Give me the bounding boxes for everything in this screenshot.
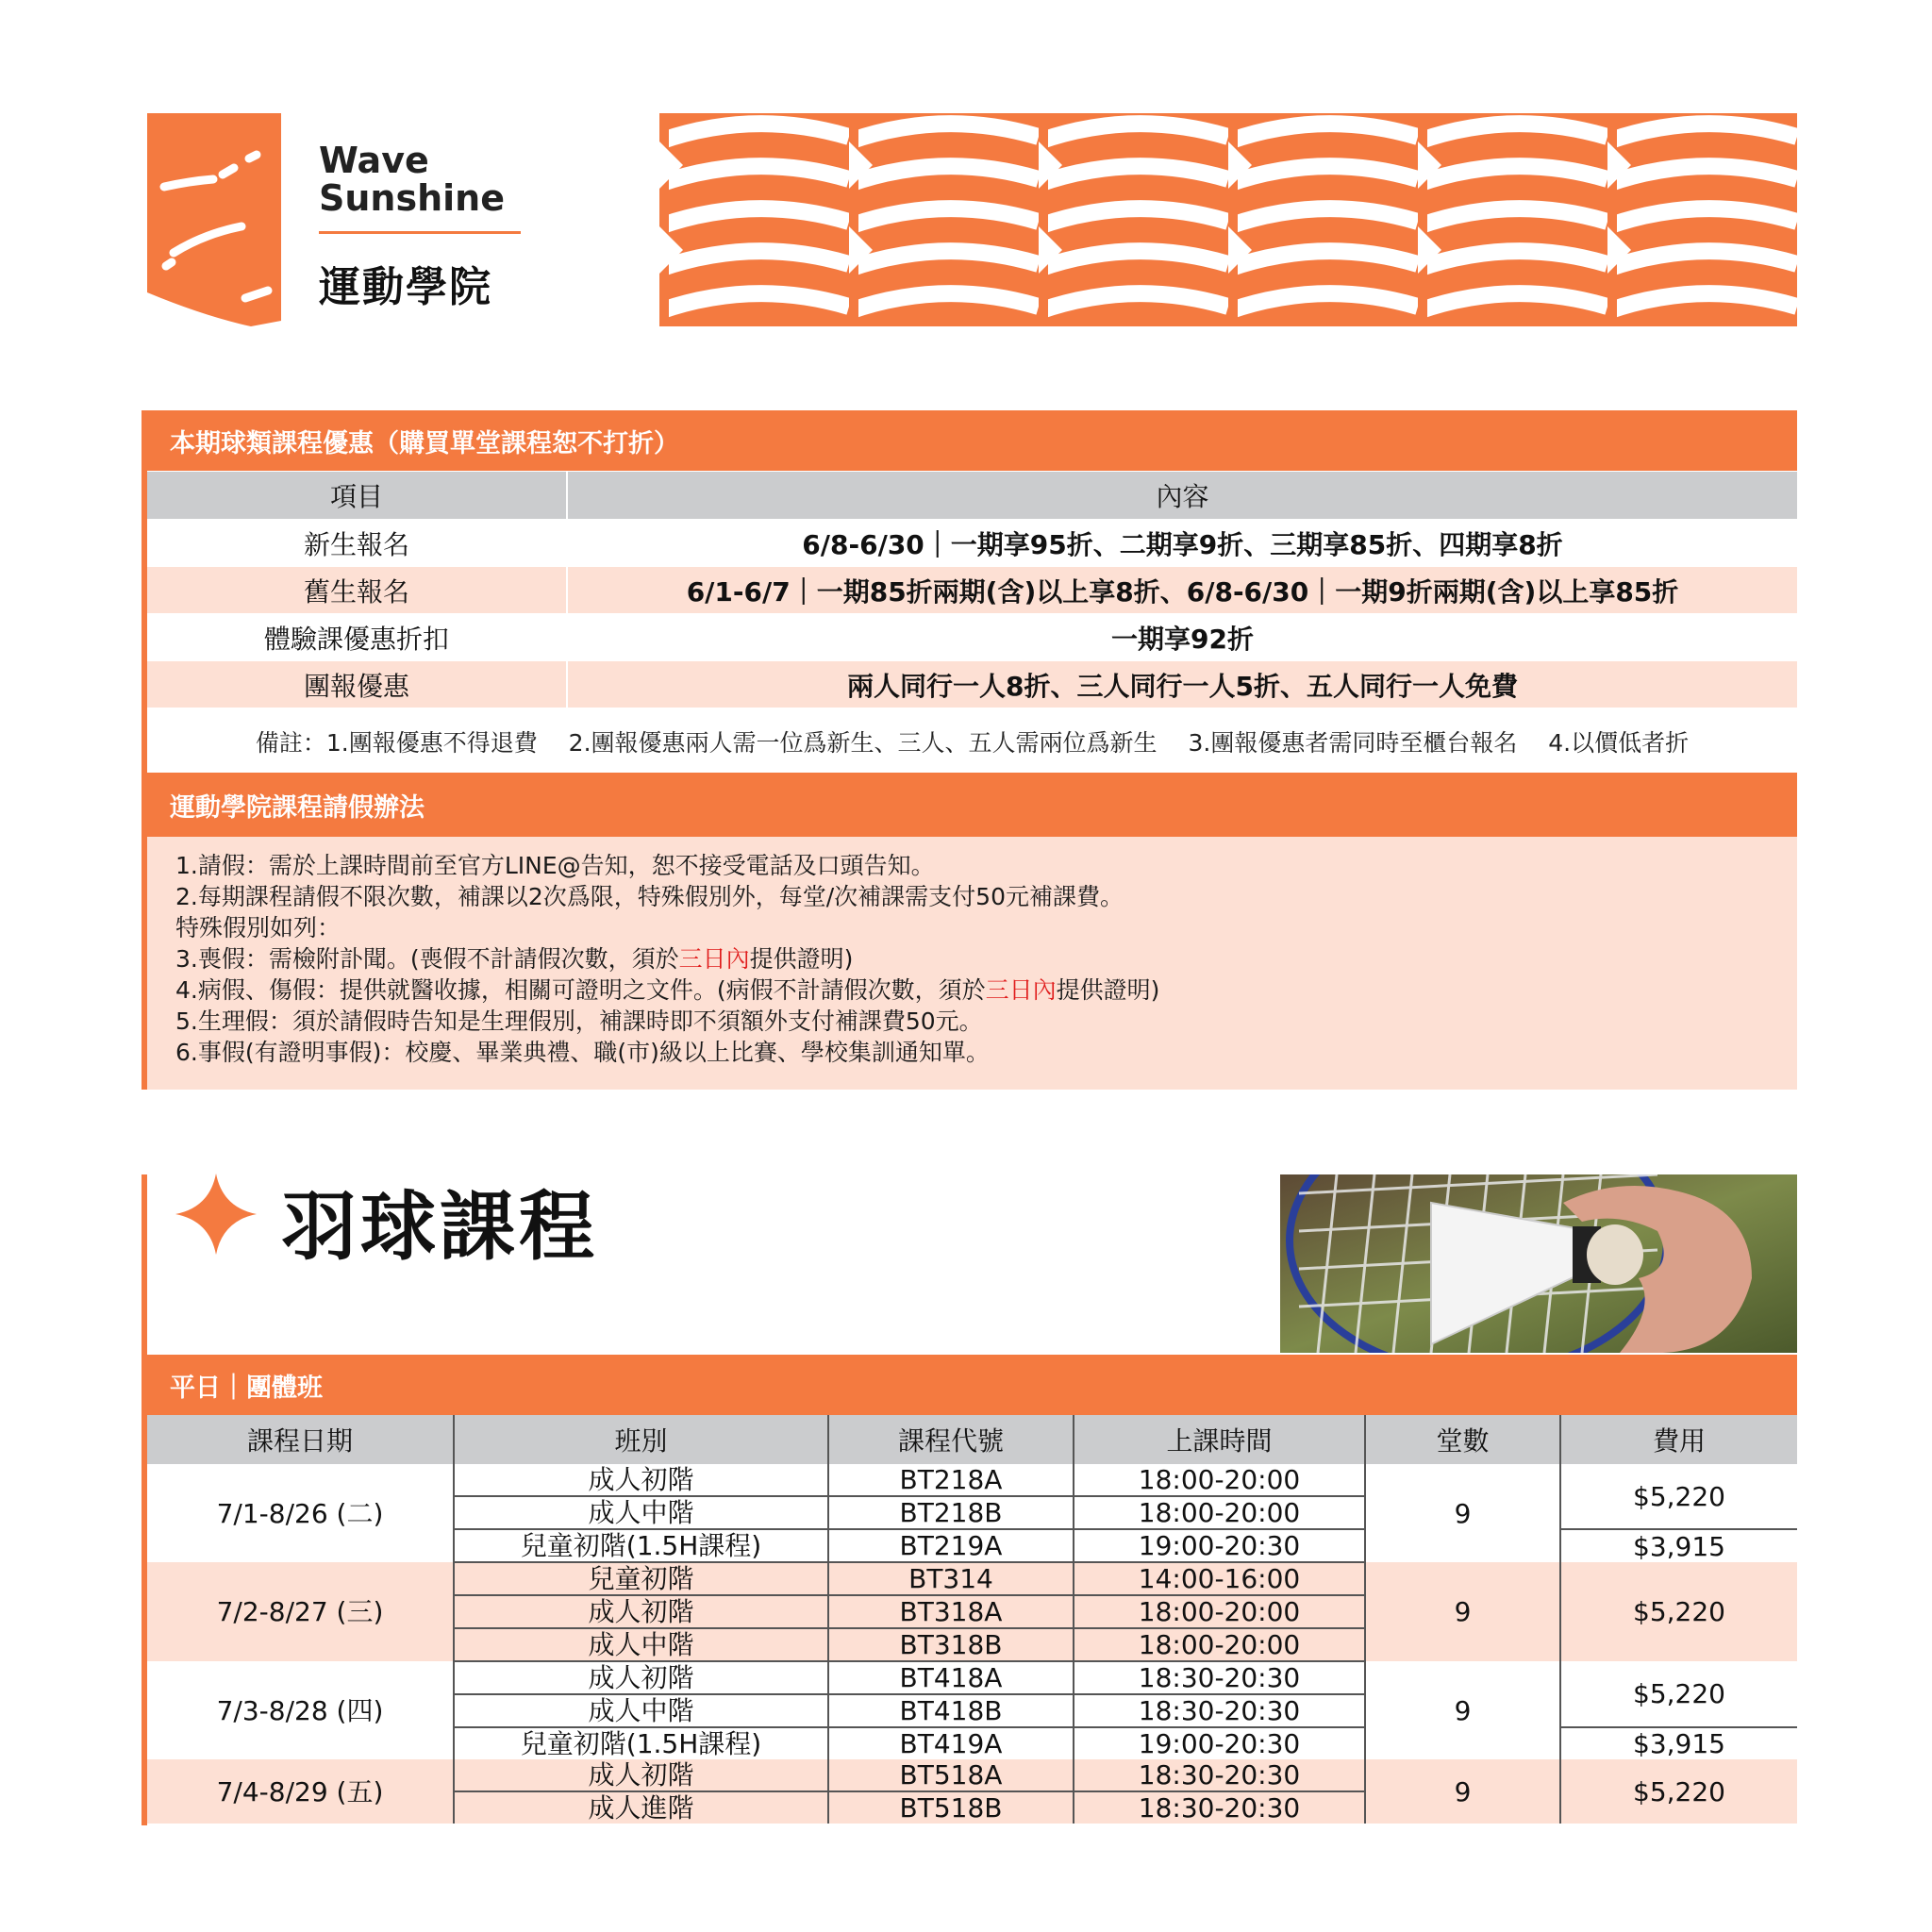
class-name: 成人中階	[454, 1694, 828, 1727]
class-time: 18:00-20:00	[1074, 1496, 1365, 1529]
course-code: BT418A	[828, 1661, 1074, 1694]
class-time: 18:30-20:30	[1074, 1694, 1365, 1727]
leave-line: 特殊假別如列：	[175, 914, 341, 941]
table-row	[147, 1562, 1797, 1595]
header-item: 項目	[329, 481, 383, 512]
session-count: 9	[1365, 1661, 1560, 1759]
brand-divider	[319, 231, 521, 234]
promo-row-new-student	[147, 520, 1797, 566]
course-code: BT218A	[828, 1464, 1074, 1496]
wave-pattern-banner	[659, 113, 1797, 326]
promo-row-group	[147, 661, 1797, 708]
schedule-table-grid	[147, 1415, 1797, 1824]
leave-policy-body	[147, 837, 1797, 1090]
class-name: 成人中階	[454, 1496, 828, 1529]
class-time: 18:30-20:30	[1074, 1791, 1365, 1824]
col-header-class: 班別	[454, 1415, 828, 1464]
course-code: BT518A	[828, 1759, 1074, 1791]
course-date: 7/3-8/28 (四)	[216, 1694, 384, 1726]
promo-item: 新生報名	[303, 528, 409, 560]
course-code: BT318A	[828, 1595, 1074, 1628]
course-code: BT219A	[828, 1529, 1074, 1562]
class-name: 兒童初階(1.5H課程)	[454, 1529, 828, 1562]
course-date: 7/4-8/29 (五)	[147, 1759, 454, 1824]
schedule-table	[147, 1415, 1797, 1824]
promo-section-header: 本期球類課程優惠（購買單堂課程恕不打折）	[142, 410, 1797, 471]
course-fee: $5,220	[1560, 1464, 1797, 1529]
leave-line: 6.事假(有證明事假)：校慶、畢業典禮、職(市)級以上比賽、學校集訓通知單。	[175, 1039, 990, 1066]
leave-line	[175, 943, 1797, 974]
class-time: 19:00-20:30	[1074, 1529, 1365, 1562]
course-date: 7/2-8/27 (三)	[147, 1562, 454, 1661]
leave-text: 提供證明)	[1056, 976, 1160, 1004]
promo-item: 團報優惠	[303, 670, 409, 702]
col-header-sessions: 堂數	[1365, 1415, 1560, 1464]
course-fee: $5,220	[1560, 1759, 1797, 1824]
leave-line: 1.請假：需於上課時間前至官方LINE@告知，恕不接受電話及口頭告知。	[175, 852, 935, 879]
schedule-section-header: 平日｜團體班	[142, 1355, 1797, 1415]
promo-content: 6/8-6/30｜一期享95折、二期享9折、三期享85折、四期享8折	[802, 528, 1563, 560]
leave-text: 提供證明)	[749, 945, 854, 973]
schedule-header-row	[147, 1415, 1797, 1464]
header-content: 內容	[1156, 481, 1209, 512]
brand-name-zh: 運動學院	[319, 263, 492, 311]
promo-content: 兩人同行一人8折、三人同行一人5折、五人同行一人免費	[847, 670, 1518, 702]
col-header-date: 課程日期	[147, 1415, 454, 1464]
class-name: 兒童初階	[454, 1562, 828, 1595]
brand-name-en: Wave Sunshine	[319, 140, 505, 219]
session-count: 9	[1365, 1562, 1560, 1661]
leave-text: 3.喪假：需檢附訃聞。(喪假不計請假次數，須於	[175, 945, 679, 973]
badminton-shuttlecock-photo	[1280, 1174, 1797, 1353]
promo-table-header	[147, 472, 1797, 519]
class-name: 成人初階	[454, 1595, 828, 1628]
promo-item: 舊生報名	[303, 575, 409, 608]
course-fee: $5,220	[1560, 1562, 1797, 1661]
class-time: 19:00-20:30	[1074, 1727, 1365, 1759]
wave-sunshine-logo-icon	[147, 113, 281, 326]
course-code: BT419A	[828, 1727, 1074, 1759]
table-row	[147, 1759, 1797, 1791]
col-header-code: 課程代號	[828, 1415, 1074, 1464]
col-header-time: 上課時間	[1074, 1415, 1365, 1464]
promo-row-old-student	[147, 567, 1797, 613]
leave-section-header: 運動學院課程請假辦法	[142, 773, 1797, 837]
class-name: 成人中階	[454, 1628, 828, 1661]
session-count: 9	[1365, 1759, 1560, 1824]
promo-content: 一期享92折	[1111, 623, 1254, 655]
diamond-star-icon	[175, 1174, 257, 1255]
class-name: 成人初階	[454, 1759, 828, 1791]
course-code: BT318B	[828, 1628, 1074, 1661]
leave-text: 4.病假、傷假：提供就醫收據，相關可證明之文件。(病假不計請假次數，須於	[175, 976, 986, 1004]
class-name: 成人初階	[454, 1464, 828, 1496]
col-header-fee: 費用	[1560, 1415, 1797, 1464]
class-time: 18:00-20:00	[1074, 1595, 1365, 1628]
table-row	[147, 1464, 1797, 1496]
course-fee: $3,915	[1560, 1727, 1797, 1759]
class-time: 14:00-16:00	[1074, 1562, 1365, 1595]
promo-note: 備註：1.團報優惠不得退費 2.團報優惠兩人需一位爲新生、三人、五人需兩位爲新生 3.團報優惠者需同時至櫃台報名 4.以價低者折	[255, 729, 1690, 757]
class-name: 兒童初階(1.5H課程)	[454, 1727, 828, 1759]
section-title: 羽球課程	[281, 1183, 598, 1271]
class-name: 成人初階	[454, 1661, 828, 1694]
leave-line	[175, 974, 1797, 1006]
leave-line: 5.生理假：須於請假時告知是生理假別，補課時即不須額外支付補課費50元。	[175, 1008, 983, 1035]
session-count: 9	[1365, 1464, 1560, 1562]
course-date: 7/1-8/26 (二)	[216, 1497, 384, 1529]
promo-item: 體驗課優惠折扣	[263, 623, 449, 655]
class-time: 18:00-20:00	[1074, 1464, 1365, 1496]
highlight-three-days: 三日內	[678, 945, 750, 973]
table-row	[147, 1661, 1797, 1694]
course-code: BT314	[828, 1562, 1074, 1595]
promo-content: 6/1-6/7｜一期85折兩期(含)以上享8折、6/8-6/30｜一期9折兩期(含)以上享85折	[686, 575, 1679, 608]
promo-row-trial	[147, 614, 1797, 660]
course-fee: $3,915	[1560, 1529, 1797, 1562]
class-time: 18:30-20:30	[1074, 1759, 1365, 1791]
course-code: BT518B	[828, 1791, 1074, 1824]
course-code: BT418B	[828, 1694, 1074, 1727]
course-fee: $5,220	[1560, 1661, 1797, 1727]
leave-line: 2.每期課程請假不限次數，補課以2次爲限，特殊假別外，每堂/次補課需支付50元補課費。	[175, 883, 1124, 910]
course-code: BT218B	[828, 1496, 1074, 1529]
class-time: 18:00-20:00	[1074, 1628, 1365, 1661]
highlight-three-days: 三日內	[985, 976, 1057, 1004]
class-time: 18:30-20:30	[1074, 1661, 1365, 1694]
class-name: 成人進階	[454, 1791, 828, 1824]
